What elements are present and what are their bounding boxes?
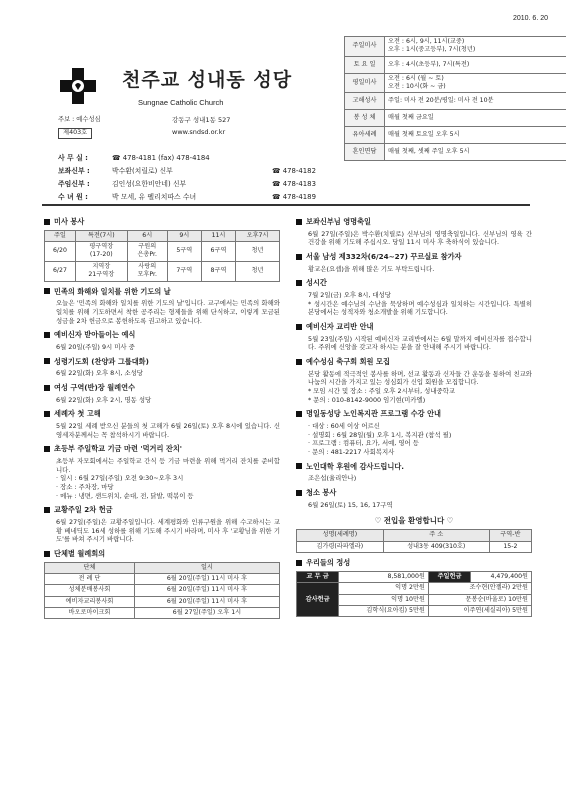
table-row — [45, 242, 280, 262]
section-body: 6월 27일(주일)은 교황주일입니다. 세계평화와 인류구원을 위해 수고하시는 교황 베네딕도 16세 성하를 위해 기도해 주시기 바라며, 미사 후 '교황님을 위한 기도'를 바쳐 주시기 바랍니다. — [56, 517, 280, 544]
contact-row: 사 무 실 : ☎ 478-4181 (fax) 478-4184 — [58, 154, 210, 162]
table-header-cell: 9시 — [167, 230, 201, 241]
table-cell: 5구역 — [167, 242, 201, 262]
bullet-square-icon — [296, 324, 302, 330]
section-heading: 세례자 첫 고해 — [44, 409, 280, 419]
issue-date: 2010. 6. 20 — [512, 15, 548, 22]
table-row — [45, 585, 280, 596]
section-body: 6월 27일(주일)은 박수환(치릴로) 신부님의 영명축일입니다. 신부님의 영육 간 건강을 위해 기도해 주십시오. 당일 11시 미사 후 축하식이 있습니다. — [308, 229, 532, 247]
table-cell: 6월 20일(주일) 11시 미사 후 — [134, 585, 279, 596]
bullet-square-icon — [296, 490, 302, 496]
contact-row: 주임신부 : 김인성(요한비안네) 신부 ☎ 478-4183 — [58, 180, 316, 188]
schedule-value: 오전 : 6시 (월 ~ 토) 오전 : 10시(화 ~ 금) — [385, 73, 566, 93]
donation-row — [297, 583, 532, 594]
issue-number: 제403호 — [58, 128, 92, 139]
bullet-square-icon — [44, 219, 50, 225]
bullet-square-icon — [44, 507, 50, 513]
schedule-row — [345, 93, 566, 110]
table-header-cell: 주 소 — [383, 530, 489, 541]
section-body: · 대상 : 60세 이상 어르신 · 설명회 : 6월 28일(월) 오후 1시, 복지관 (참석 필) · 프로그램 : 컴퓨터, 요가, 서예, 영어 등 · 문의 : 481-2217 사회복지사 — [308, 422, 452, 456]
donation-cell: 익명 2만원 — [339, 583, 429, 594]
table-cell: 15-2 — [489, 541, 531, 552]
table-cell: 성내3동 409(310호) — [383, 541, 489, 552]
section-body: 조은섭(율리안나) — [308, 474, 357, 483]
section-heading: 청소 봉사 — [296, 488, 532, 498]
table-header-cell: 6시 — [127, 230, 167, 241]
table-header-cell: 11시 — [201, 230, 235, 241]
table-row — [45, 261, 280, 281]
section-body: 5월 22일 세례 받으신 분들의 첫 고해가 6월 26일(토) 오후 8시에 있습니다. 신영세자분께서는 꼭 참석하시기 바랍니다. — [56, 421, 280, 439]
donation-cell: 문봉순(바울로) 10만원 — [428, 594, 531, 605]
welcome-table — [296, 529, 532, 553]
schedule-label: 평일미사 — [345, 73, 385, 93]
table-cell: 지역장 21구역장 — [75, 261, 127, 281]
table-cell: 6/20 — [45, 242, 76, 262]
welcome-heading: ♡ 전입을 환영합니다 ♡ — [374, 516, 454, 526]
table-cell: 청년 — [236, 261, 280, 281]
table-cell: 6/27 — [45, 261, 76, 281]
schedule-row — [345, 56, 566, 73]
table-cell: 6월 20일(주일) 11시 미사 후 — [134, 573, 279, 584]
finance-cell: 8,581,000원 — [339, 571, 429, 582]
schedule-value: 매월 첫째 금요일 — [385, 110, 566, 127]
table-cell: 전 례 단 — [45, 573, 135, 584]
table-header-cell: 오후7시 — [236, 230, 280, 241]
donation-cell: 조수현(안젤라) 2만원 — [428, 583, 531, 594]
table-header-cell: 단체 — [45, 562, 135, 573]
schedule-value: 매월 첫째, 셋째 주일 오후 5시 — [385, 144, 566, 161]
bullet-square-icon — [44, 358, 50, 364]
church-address — [172, 116, 230, 140]
section-body: 본당 활동에 적극적인 봉사를 하며, 선교 활동과 신자들 간 운동을 통하여 친교와 나눔의 시간을 가지고 있는 성심회가 신입 회원을 모집합니다. * 모임 시간 및 장소 : 주일 오후 2시부터, 성내중학교 * 문의 : 010-8142-9000 임기현(미카엘) — [308, 369, 532, 404]
church-logo-icon — [58, 66, 98, 106]
mass-service-table — [44, 230, 280, 282]
section-heading: 교황주일 2차 헌금 — [44, 505, 280, 515]
patron-text: 주보 : 예수성심 — [58, 116, 101, 123]
table-cell: 예비자교리봉사회 — [45, 596, 135, 607]
finance-table — [296, 571, 532, 617]
bulletin-meta — [58, 116, 101, 140]
header-divider — [42, 204, 530, 206]
table-row — [297, 541, 532, 552]
contact-row: 수 녀 원 : 박 모세, 유 펠리치따스 수녀 ☎ 478-4189 — [58, 193, 316, 201]
section-body: 5월 23일(주일) 시작된 예비신자 교리반에서는 6월 말까지 예비신자를 접수합니다. 주위에 신앙을 갖고자 하시는 분을 잘 안내해 주시기 바랍니다. — [308, 334, 532, 352]
table-header-row — [45, 562, 280, 573]
finance-cell: 주일헌금 — [428, 571, 470, 582]
section-body: 6월 26일(토) 15, 16, 17구역 — [308, 500, 393, 509]
table-row — [45, 573, 280, 584]
finance-row — [297, 571, 532, 582]
section-heading: 우리들의 정성 — [296, 558, 532, 568]
donation-cell: 익명 10만원 — [339, 594, 429, 605]
schedule-value: 오전 : 6시, 9시, 11시(교중) 오후 : 1시(중고등부), 7시(청년) — [385, 37, 566, 57]
table-header-cell: 구역-반 — [489, 530, 531, 541]
section-body: 오늘은 '민족의 화해와 일치를 위한 기도의 날'입니다. 교구에서는 민족의 화해와 일치를 위해 기도하면서 착한 공주리는 형제들을 위해 단식하고, 이렇게 모금된 성금을 2차 헌금으로 봉헌하도록 권고하고 있습니다. — [56, 299, 280, 325]
schedule-value: 매월 첫째 토요일 오후 5시 — [385, 127, 566, 144]
section-body: 6월 22일(화) 오후 2시, 명동 성당 — [56, 395, 152, 404]
bullet-square-icon — [296, 254, 302, 260]
schedule-row — [345, 127, 566, 144]
meetings-table — [44, 562, 280, 620]
table-cell: 6월 20일(주일) 11시 미사 후 — [134, 596, 279, 607]
table-cell: 8구역 — [201, 261, 235, 281]
schedule-label: 토 요 일 — [345, 56, 385, 73]
section-heading: 단체별 월례회의 — [44, 549, 280, 559]
section-heading: 예비신자 교리반 안내 — [296, 322, 532, 332]
schedule-row — [345, 73, 566, 93]
mass-schedule-table — [344, 36, 566, 161]
section-heading: 보좌신부님 영명축일 — [296, 217, 532, 227]
schedule-value: 오후 : 4시(초등부), 7시(특전) — [385, 56, 566, 73]
bullet-square-icon — [296, 219, 302, 225]
section-body: 초등부 자모회에서는 주일학교 간식 등 기금 마련을 위해 먹거리 잔치를 준비합니다. · 일시 : 6월 27일(주일) 오전 9:30~오후 3시 · 장소 : 주차장, 마당 · 메뉴 : 냉면, 샌드위치, 순대, 전, 닭발, 떡볶이 등 — [56, 456, 280, 500]
table-header-row — [297, 530, 532, 541]
table-cell: 김가령(라파엘라) — [297, 541, 384, 552]
right-column — [296, 212, 532, 617]
bullet-square-icon — [296, 560, 302, 566]
schedule-label: 봉 성 체 — [345, 110, 385, 127]
section-heading: 예수성심 축구회 회원 모집 — [296, 357, 532, 367]
table-cell: 청년 — [236, 242, 280, 262]
bullet-square-icon — [44, 446, 50, 452]
table-cell: 성체분배봉사회 — [45, 585, 135, 596]
table-header-cell: 일시 — [134, 562, 279, 573]
table-header-cell: 특전(7시) — [75, 230, 127, 241]
schedule-label: 혼인면담 — [345, 144, 385, 161]
table-cell: 바오로마이크회 — [45, 607, 135, 618]
section-heading: 미사 봉사 — [44, 217, 280, 227]
schedule-label: 유아세례 — [345, 127, 385, 144]
bullet-square-icon — [44, 551, 50, 557]
section-heading: 초등부 주일학교 기금 마련 '먹거리 잔치' — [44, 444, 280, 454]
schedule-label: 주일미사 — [345, 37, 385, 57]
table-header-row — [45, 230, 280, 241]
section-body: 황교은(요셉)을 위해 많은 기도 부탁드립니다. — [308, 264, 435, 273]
contact-list — [58, 154, 338, 206]
finance-cell: 교 무 금 — [297, 571, 339, 582]
masthead — [42, 36, 522, 201]
bullet-square-icon — [296, 280, 302, 286]
contact-row: 보좌신부 : 박수환(치릴로) 신부 ☎ 478-4182 — [58, 167, 316, 175]
section-body: 7월 2일(금) 오후 8시, 대성당 * 성시간은 예수님의 수난을 묵상하며 예수성심과 일치하는 시간입니다. 특별히 본당에서는 성적자와 청소개발을 위해 기도합니다. — [308, 291, 532, 317]
bullet-square-icon — [296, 411, 302, 417]
section-heading: 서울 남성 제332차(6/24~27) 꾸르실료 참가자 — [296, 252, 532, 262]
bullet-square-icon — [44, 332, 50, 338]
section-heading: 성령기도회 (찬양과 그룹대화) — [44, 357, 280, 367]
heart-icon: ♡ — [444, 516, 454, 526]
schedule-row — [345, 144, 566, 161]
section-heading: 노인대학 후원에 감사드립니다. — [296, 462, 532, 472]
table-header-cell: 주일 — [45, 230, 76, 241]
schedule-value: 주일: 미사 전 20분/평일: 미사 전 10분 — [385, 93, 566, 110]
donation-cell: 이주연(세실리아) 5만원 — [428, 605, 531, 616]
table-header-cell: 성명(세례명) — [297, 530, 384, 541]
donation-cell: 김학식(요아킴) 5만원 — [339, 605, 429, 616]
finance-cell: 4,479,400원 — [471, 571, 532, 582]
schedule-label: 고해성사 — [345, 93, 385, 110]
table-cell: 평구역장 (17-20) — [75, 242, 127, 262]
table-cell: 6구역 — [201, 242, 235, 262]
heart-icon: ♡ — [374, 516, 384, 526]
table-cell: 구원의 은총Pr. — [127, 242, 167, 262]
table-row — [45, 596, 280, 607]
church-title: 천주교 성내동 성당 — [122, 69, 293, 91]
donation-label: 감사헌금 — [297, 583, 339, 617]
left-column — [44, 212, 280, 619]
section-heading: 여성 구역(반)장 월례연수 — [44, 383, 280, 393]
bullet-square-icon — [296, 463, 302, 469]
website-link[interactable]: www.sndsd.or.kr — [172, 128, 226, 136]
section-heading: 예비신자 받아들이는 예식 — [44, 330, 280, 340]
schedule-row — [345, 37, 566, 57]
section-body: 6월 20일(주일) 9시 미사 중 — [56, 342, 135, 351]
table-row — [45, 607, 280, 618]
table-cell: 6월 27일(주일) 오후 1시 — [134, 607, 279, 618]
bullet-square-icon — [44, 385, 50, 391]
table-cell: 7구역 — [167, 261, 201, 281]
table-cell: 사랑의 모후Pr. — [127, 261, 167, 281]
bullet-square-icon — [44, 288, 50, 294]
address-text: 강동구 성내1동 527 — [172, 116, 231, 124]
section-heading: 성시간 — [296, 278, 532, 288]
church-subtitle: Sungnae Catholic Church — [138, 98, 224, 107]
section-heading: 민족의 화해와 일치를 위한 기도의 날 — [44, 287, 280, 297]
bullet-square-icon — [296, 359, 302, 365]
section-body: 6월 22일(화) 오후 8시, 소성당 — [56, 369, 143, 378]
bullet-square-icon — [44, 411, 50, 417]
schedule-row — [345, 110, 566, 127]
section-heading: 명일동성당 노인복지관 프로그램 수강 안내 — [296, 409, 532, 419]
